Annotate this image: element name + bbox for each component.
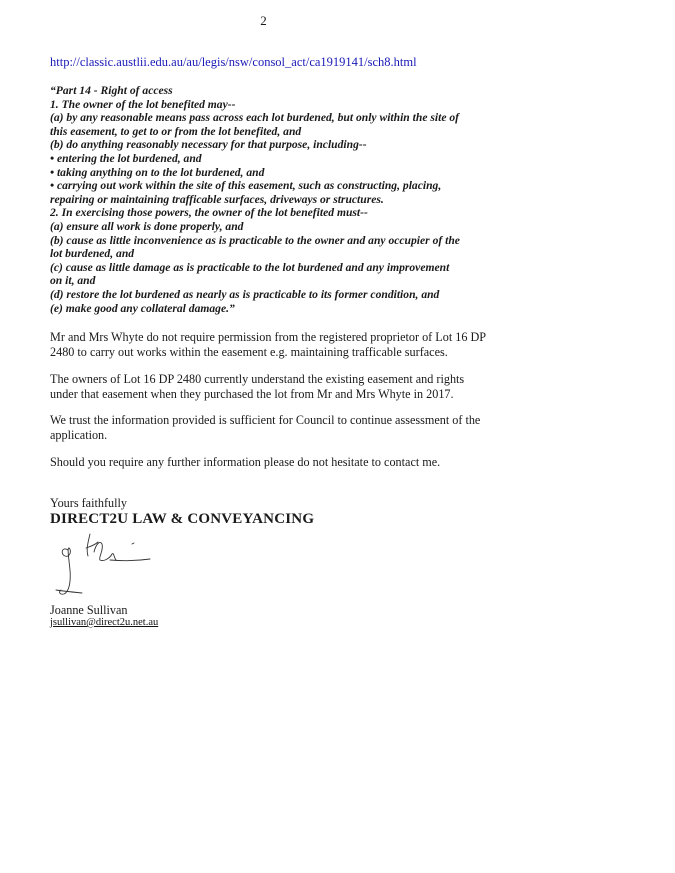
quote-line: on it, and bbox=[50, 274, 96, 288]
quote-line: • taking anything on to the lot burdened, and bbox=[50, 165, 265, 179]
page-number: 2 bbox=[260, 13, 267, 28]
quote-line: this easement, to get to or from the lot benefited, and bbox=[50, 124, 302, 138]
paragraph-sufficiency: We trust the information provided is sufficient for Council to continue assessment of the application. bbox=[50, 413, 481, 442]
legislation-link[interactable]: http://classic.austlii.edu.au/au/legis/nsw/consol_act/ca1919141/sch8.html bbox=[50, 55, 417, 69]
paragraph-permission: Mr and Mrs Whyte do not require permission from the registered proprietor of Lot 16 DP 2480 to carry out works within the easement e.g. maintaining trafficable surfaces. bbox=[50, 330, 486, 359]
quote-line: (a) by any reasonable means pass across each lot burdened, but only within the site of bbox=[50, 111, 460, 125]
signature-icon bbox=[52, 530, 162, 602]
quote-line: • entering the lot burdened, and bbox=[50, 151, 202, 165]
quote-line: (b) do anything reasonably necessary for that purpose, including-- bbox=[50, 138, 367, 152]
paragraph-contact: Should you require any further information please do not hesitate to contact me. bbox=[50, 455, 441, 469]
signer-name: Joanne Sullivan bbox=[50, 603, 128, 617]
signer-email[interactable]: jsullivan@direct2u.net.au bbox=[50, 617, 159, 628]
quote-line: (b) cause as little inconvenience as is practicable to the owner and any occupier of the bbox=[50, 233, 460, 247]
quote-line: lot burdened, and bbox=[50, 247, 135, 261]
quote-line: (a) ensure all work is done properly, and bbox=[50, 219, 244, 233]
quote-line: (c) cause as little damage as is practicable to the lot burdened and any improvement bbox=[50, 260, 450, 274]
paragraph-owners-understanding: The owners of Lot 16 DP 2480 currently understand the existing easement and rights under that easement when they purchased the lot from Mr and Mrs Whyte in 2017. bbox=[50, 372, 465, 401]
quote-line: 2. In exercising those powers, the owner of the lot benefited must-- bbox=[50, 206, 368, 220]
quote-line: “Part 14 - Right of access bbox=[50, 84, 173, 97]
quote-line: • carrying out work within the site of this easement, such as constructing, placing, bbox=[50, 179, 442, 193]
quote-line: repairing or maintaining trafficable surfaces, driveways or structures. bbox=[50, 192, 384, 206]
quote-line: (e) make good any collateral damage.” bbox=[50, 301, 235, 315]
quoted-easement-terms bbox=[50, 84, 490, 315]
quote-line: (d) restore the lot burdened as nearly as is practicable to its former condition, and bbox=[50, 287, 440, 301]
closing-salutation: Yours faithfully bbox=[50, 496, 127, 510]
quote-line: 1. The owner of the lot benefited may-- bbox=[50, 97, 236, 111]
firm-name: DIRECT2U LAW & CONVEYANCING bbox=[50, 511, 315, 527]
